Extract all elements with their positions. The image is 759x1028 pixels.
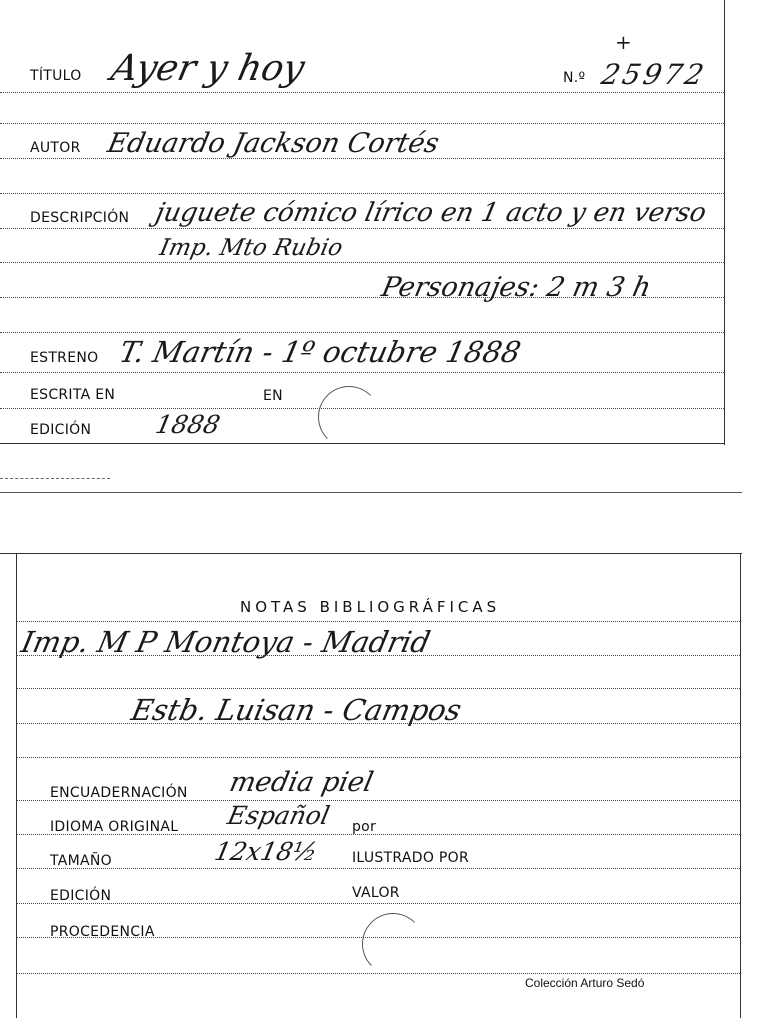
- encuadernacion-label: ENCUADERNACIÓN: [50, 785, 188, 801]
- ruled-line: [16, 973, 740, 974]
- ilustrado-label: ILUSTRADO POR: [352, 850, 469, 866]
- ruled-line: [16, 757, 740, 758]
- card-torn-edge: [0, 478, 110, 479]
- ruled-line: [0, 372, 724, 373]
- estreno-value: T. Martín - 1º octubre 1888: [116, 335, 524, 369]
- ruled-line: [16, 903, 740, 904]
- ruled-line: [16, 621, 740, 622]
- titulo-label: TÍTULO: [30, 68, 82, 84]
- card-right-border: [740, 553, 741, 1018]
- notas-line-2: Estb. Luisan - Campos: [128, 693, 465, 727]
- ruled-line: [0, 92, 724, 93]
- card-bottom-edge: [0, 492, 742, 493]
- library-stamp-back: [362, 913, 424, 975]
- descripcion-line-2: Imp. Mto Rubio: [157, 235, 346, 261]
- ruled-line: [0, 332, 724, 333]
- descripcion-line-3: Personajes: 2 m 3 h: [378, 272, 654, 303]
- card-left-border: [16, 553, 17, 1018]
- ruled-line: [0, 228, 724, 229]
- ruled-line: [16, 868, 740, 869]
- ruled-line: [0, 193, 724, 194]
- ruled-line: [0, 123, 724, 124]
- descripcion-line-1: juguete cómico lírico en 1 acto y en verso: [152, 198, 709, 228]
- en-label: EN: [263, 388, 283, 404]
- ruled-line: [16, 688, 740, 689]
- encuadernacion-value: media piel: [226, 767, 377, 798]
- edicion-label-back: EDICIÓN: [50, 888, 112, 904]
- numero-value: 25972: [598, 58, 710, 91]
- valor-label: VALOR: [352, 885, 400, 901]
- descripcion-label: DESCRIPCIÓN: [30, 210, 130, 226]
- idioma-label: IDIOMA ORIGINAL: [50, 819, 179, 835]
- por-label: por: [352, 819, 377, 835]
- procedencia-label: PROCEDENCIA: [50, 924, 155, 940]
- edicion-label: EDICIÓN: [30, 422, 92, 438]
- tamano-label: TAMAÑO: [50, 853, 112, 869]
- catalog-card-back: [0, 545, 759, 1028]
- notas-line-1: Imp. M P Montoya - Madrid: [18, 625, 434, 659]
- estreno-label: ESTRENO: [30, 350, 99, 366]
- numero-mark: +: [615, 30, 632, 54]
- ruled-line: [0, 262, 724, 263]
- card-right-border: [724, 0, 725, 445]
- catalog-card-front: [0, 0, 759, 500]
- card-top-edge: [0, 553, 742, 554]
- numero-label: N.º: [563, 70, 586, 86]
- autor-value: Eduardo Jackson Cortés: [104, 128, 442, 159]
- autor-label: AUTOR: [30, 140, 81, 156]
- idioma-value: Español: [224, 801, 333, 830]
- library-stamp: [318, 386, 380, 448]
- escrita-en-label: ESCRITA EN: [30, 387, 116, 403]
- tamano-value: 12x18½: [211, 837, 321, 866]
- notas-heading: NOTAS BIBLIOGRÁFICAS: [240, 598, 501, 616]
- titulo-value: Ayer y hoy: [107, 48, 309, 89]
- collection-credit: Colección Arturo Sedó: [525, 976, 645, 990]
- edicion-value: 1888: [152, 410, 223, 439]
